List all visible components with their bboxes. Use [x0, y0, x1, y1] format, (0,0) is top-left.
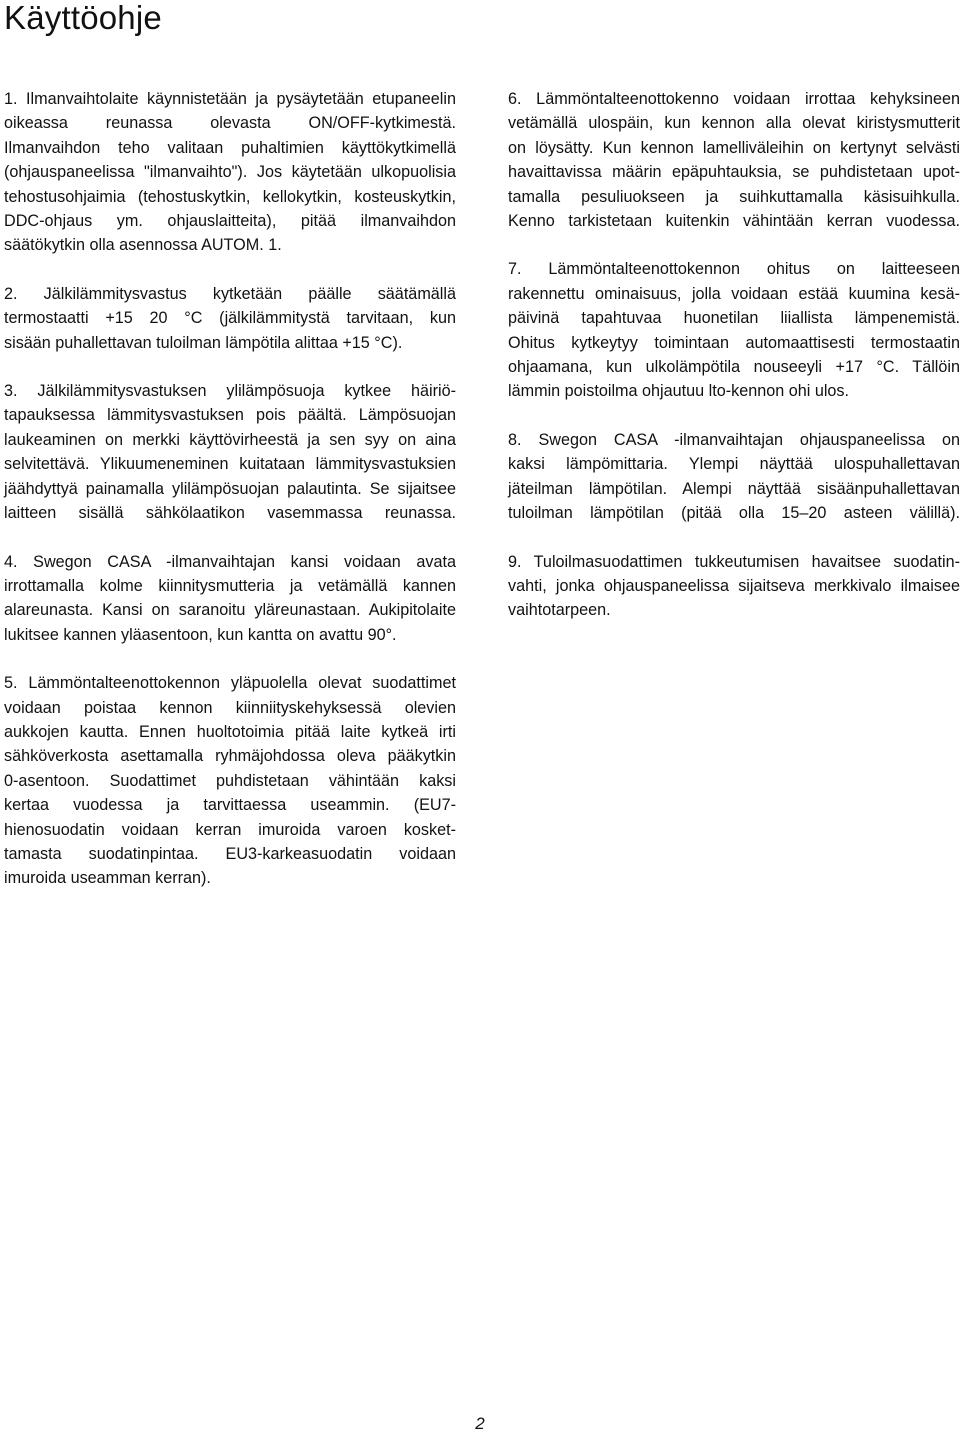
text-line: irrottamalla kolme kiinnitysmutteria ja vetämällä kannen [4, 576, 456, 595]
text-line: sähköverkosta asettamalla ryhmäjohdossa oleva pääkytkin [4, 747, 456, 766]
text-line: alareunasta. Kansi on saranoitu yläreunastaan. Aukipitolaite [4, 601, 456, 620]
paragraph-8 [508, 428, 960, 526]
text-line: Ilmanvaihdon teho valitaan puhaltimien käyttökytkimellä [4, 138, 456, 157]
text-line: Kenno tarkistetaan kuitenkin vähintään kerran vuodessa. [508, 212, 960, 231]
text-line: laitteen sisällä sähkölaatikon vasemmassa reunassa. [4, 504, 456, 523]
text-line: 8. Swegon CASA -ilmanvaihtajan ohjauspaneelissa on [508, 430, 960, 449]
text-line: 6. Lämmöntalteenottokenno voidaan irrottaa kehyksineen [508, 90, 960, 108]
page-title: Käyttöohje [4, 0, 162, 36]
text-line: oikeassa reunassa olevasta ON/OFF-kytkimestä. [4, 114, 456, 133]
text-line: imuroida useamman kerran). [4, 869, 211, 888]
text-line: (ohjauspaneelissa "ilmanvaihto"). Jos käytetään ulkopuolisia [4, 163, 456, 182]
paragraph-5 [4, 671, 456, 891]
paragraph-9 [508, 550, 960, 623]
text-line: ohjaamana, kun ulkolämpötila nouseeyli +17 °C. Tällöin [508, 358, 960, 377]
text-line: 3. Jälkilämmitysvastuksen ylilämpösuoja kytkee häiriö- [4, 382, 456, 401]
text-line: lukitsee kannen yläasentoon, kun kantta on avattu 90°. [4, 625, 397, 644]
text-line: tuloilman lämpötilan (pitää olla 15–20 asteen välillä). [508, 504, 960, 523]
right-column [508, 87, 960, 647]
text-line: 4. Swegon CASA -ilmanvaihtajan kansi voidaan avata [4, 552, 456, 571]
text-line: termostaatti +15 20 °C (jälkilämmitystä tarvitaan, kun [4, 309, 456, 328]
left-column [4, 87, 456, 915]
text-line: Ohitus kytkeytyy toimintaan automaattisesti termostaatin [508, 333, 960, 352]
text-line: vaihtotarpeen. [508, 601, 611, 620]
text-line: kertaa vuodessa ja tarvittaessa useammin. (EU7- [4, 796, 456, 815]
text-line: tamalla pesuliuokseen ja suihkuttamalla käsisuihkulla. [508, 187, 960, 206]
text-line: laukeaminen on merkki käyttövirheestä ja sen syy on aina [4, 430, 456, 449]
text-line: vetämällä ulospäin, kun kennon alla olevat kiristysmutterit [508, 114, 960, 133]
text-line: vahti, jonka ohjauspaneelissa sijaitseva merkkivalo ilmaisee [508, 576, 960, 595]
text-line: jäähdyttyä painamalla ylilämpösuojan palautinta. Se sijaitsee [4, 479, 456, 498]
text-line: on löysätty. Kun kennon lamelliväleihin on kertynyt selvästi [508, 138, 960, 157]
page-number: 2 [475, 1414, 485, 1433]
text-line: hienosuodatin voidaan kerran imuroida varoen kosket- [4, 820, 456, 839]
text-line: lämmin poistoilma ohjautuu lto-kennon ohi ulos. [508, 382, 850, 401]
paragraph-7 [508, 257, 960, 403]
text-line: 5. Lämmöntalteenottokennon yläpuolella olevat suodattimet [4, 674, 456, 693]
paragraph-6 [508, 87, 960, 233]
text-line: tamasta suodatinpintaa. EU3-karkeasuodatin voidaan [4, 844, 456, 863]
text-line: havaittavissa määrin epäpuhtauksia, se puhdistetaan upot- [508, 163, 960, 182]
text-line: jäteilman lämpötilan. Alempi näyttää sisäänpuhallettavan [508, 479, 960, 498]
paragraph-2 [4, 282, 456, 355]
text-line: 9. Tuloilmasuodattimen tukkeutumisen havaitsee suodatin- [508, 552, 960, 571]
paragraph-1 [4, 87, 456, 258]
text-line: 7. Lämmöntalteenottokennon ohitus on laitteeseen [508, 260, 960, 279]
text-line: tapauksessa lämmitysvastuksen pois päältä. Lämpösuojan [4, 406, 456, 425]
text-line: voidaan poistaa kennon kiinniityskehyksessä olevien [4, 698, 456, 717]
text-line: 0-asentoon. Suodattimet puhdistetaan vähintään kaksi [4, 771, 456, 790]
text-line: 2. Jälkilämmitysvastus kytketään päälle säätämällä [4, 284, 456, 303]
text-line: sisään puhallettavan tuloilman lämpötila alittaa +15 °C). [4, 333, 403, 352]
text-line: kaksi lämpömittaria. Ylempi näyttää ulospuhallettavan [508, 455, 960, 474]
text-line: rakennettu ominaisuus, jolla voidaan estää kuumina kesä- [508, 284, 960, 303]
text-line: aukkojen kautta. Ennen huoltotoimia pitää laite kytkeä irti [4, 722, 456, 741]
text-line: säätökytkin olla asennossa AUTOM. 1. [4, 236, 282, 255]
text-line: päivinä tapahtuvaa huonetilan liiallista lämpenemistä. [508, 309, 960, 328]
text-line: selvitettävä. Ylikuumeneminen kuitataan lämmitysvastuksien [4, 455, 456, 474]
paragraph-3 [4, 379, 456, 525]
paragraph-4 [4, 550, 456, 648]
text-line: 1. Ilmanvaihtolaite käynnistetään ja pysäytetään etupaneelin [4, 90, 456, 108]
text-line: tehostusohjaimia (tehostuskytkin, kellokytkin, kosteuskytkin, [4, 187, 456, 206]
text-line: DDC-ohjaus ym. ohjauslaitteita), pitää ilmanvaihdon [4, 212, 456, 231]
